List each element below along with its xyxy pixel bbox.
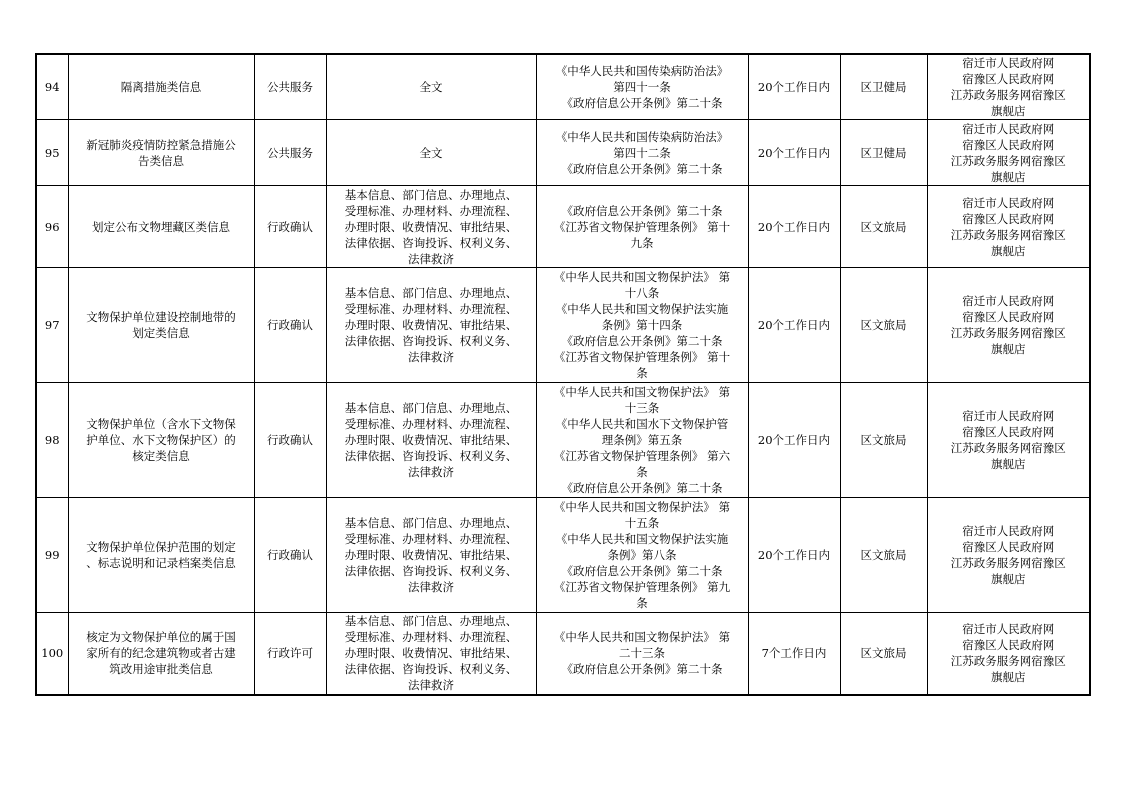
table-row [36,54,1090,120]
row-number: 99 [36,498,68,613]
responsible-department: 区文旅局 [840,268,927,383]
responsible-department: 区卫健局 [840,54,927,120]
time-limit: 7个工作日内 [748,613,840,695]
responsible-department: 区文旅局 [840,383,927,498]
item-name: 文物保护单位建设控制地带的 划定类信息 [68,268,254,383]
time-limit: 20个工作日内 [748,498,840,613]
row-number: 100 [36,613,68,695]
row-number: 98 [36,383,68,498]
disclosure-channel: 宿迁市人民政府网 宿豫区人民政府网 江苏政务服务网宿豫区 旗舰店 [927,498,1090,613]
disclosure-content: 全文 [326,120,536,186]
row-number: 94 [36,54,68,120]
disclosure-content: 基本信息、部门信息、办理地点、 受理标准、办理材料、办理流程、 办理时限、收费情况、审批结果、 法律依据、咨询投诉、权利义务、 法律救济 [326,268,536,383]
table-row [36,268,1090,383]
item-name: 隔离措施类信息 [68,54,254,120]
disclosure-channel: 宿迁市人民政府网 宿豫区人民政府网 江苏政务服务网宿豫区 旗舰店 [927,383,1090,498]
legal-basis: 《中华人民共和国文物保护法》 第 二十三条 《政府信息公开条例》第二十条 [536,613,748,695]
item-category: 行政确认 [254,498,326,613]
disclosure-content: 基本信息、部门信息、办理地点、 受理标准、办理材料、办理流程、 办理时限、收费情况、审批结果、 法律依据、咨询投诉、权利义务、 法律救济 [326,498,536,613]
table-row [36,613,1090,695]
disclosure-channel: 宿迁市人民政府网 宿豫区人民政府网 江苏政务服务网宿豫区 旗舰店 [927,613,1090,695]
legal-basis: 《中华人民共和国传染病防治法》 第四十一条 《政府信息公开条例》第二十条 [536,54,748,120]
item-category: 公共服务 [254,120,326,186]
disclosure-channel: 宿迁市人民政府网 宿豫区人民政府网 江苏政务服务网宿豫区 旗舰店 [927,186,1090,268]
item-category: 公共服务 [254,54,326,120]
table-row [36,498,1090,613]
item-name: 文物保护单位（含水下文物保 护单位、水下文物保护区）的 核定类信息 [68,383,254,498]
responsible-department: 区文旅局 [840,498,927,613]
legal-basis: 《政府信息公开条例》第二十条 《江苏省文物保护管理条例》 第十 九条 [536,186,748,268]
time-limit: 20个工作日内 [748,120,840,186]
item-category: 行政确认 [254,383,326,498]
responsible-department: 区文旅局 [840,613,927,695]
row-number: 96 [36,186,68,268]
responsible-department: 区文旅局 [840,186,927,268]
item-category: 行政确认 [254,268,326,383]
responsible-department: 区卫健局 [840,120,927,186]
item-name: 文物保护单位保护范围的划定 、标志说明和记录档案类信息 [68,498,254,613]
legal-basis: 《中华人民共和国文物保护法》 第 十八条 《中华人民共和国文物保护法实施 条例》第十四条 《政府信息公开条例》第二十条 《江苏省文物保护管理条例》 第十 条 [536,268,748,383]
table-row [36,186,1090,268]
legal-basis: 《中华人民共和国文物保护法》 第 十五条 《中华人民共和国文物保护法实施 条例》第八条 《政府信息公开条例》第二十条 《江苏省文物保护管理条例》 第九 条 [536,498,748,613]
disclosure-channel: 宿迁市人民政府网 宿豫区人民政府网 江苏政务服务网宿豫区 旗舰店 [927,268,1090,383]
item-name: 划定公布文物埋藏区类信息 [68,186,254,268]
item-name: 核定为文物保护单位的属于国 家所有的纪念建筑物或者古建 筑改用途审批类信息 [68,613,254,695]
disclosure-table [35,53,1091,696]
disclosure-channel: 宿迁市人民政府网 宿豫区人民政府网 江苏政务服务网宿豫区 旗舰店 [927,120,1090,186]
time-limit: 20个工作日内 [748,383,840,498]
disclosure-content: 基本信息、部门信息、办理地点、 受理标准、办理材料、办理流程、 办理时限、收费情况、审批结果、 法律依据、咨询投诉、权利义务、 法律救济 [326,186,536,268]
disclosure-channel: 宿迁市人民政府网 宿豫区人民政府网 江苏政务服务网宿豫区 旗舰店 [927,54,1090,120]
time-limit: 20个工作日内 [748,54,840,120]
disclosure-content: 基本信息、部门信息、办理地点、 受理标准、办理材料、办理流程、 办理时限、收费情况、审批结果、 法律依据、咨询投诉、权利义务、 法律救济 [326,383,536,498]
item-name: 新冠肺炎疫情防控紧急措施公 告类信息 [68,120,254,186]
disclosure-content: 全文 [326,54,536,120]
time-limit: 20个工作日内 [748,268,840,383]
time-limit: 20个工作日内 [748,186,840,268]
legal-basis: 《中华人民共和国传染病防治法》 第四十二条 《政府信息公开条例》第二十条 [536,120,748,186]
row-number: 95 [36,120,68,186]
disclosure-content: 基本信息、部门信息、办理地点、 受理标准、办理材料、办理流程、 办理时限、收费情况、审批结果、 法律依据、咨询投诉、权利义务、 法律救济 [326,613,536,695]
item-category: 行政许可 [254,613,326,695]
legal-basis: 《中华人民共和国文物保护法》 第 十三条 《中华人民共和国水下文物保护管 理条例》第五条 《江苏省文物保护管理条例》 第六 条 《政府信息公开条例》第二十条 [536,383,748,498]
table-row [36,120,1090,186]
table-row [36,383,1090,498]
item-category: 行政确认 [254,186,326,268]
row-number: 97 [36,268,68,383]
